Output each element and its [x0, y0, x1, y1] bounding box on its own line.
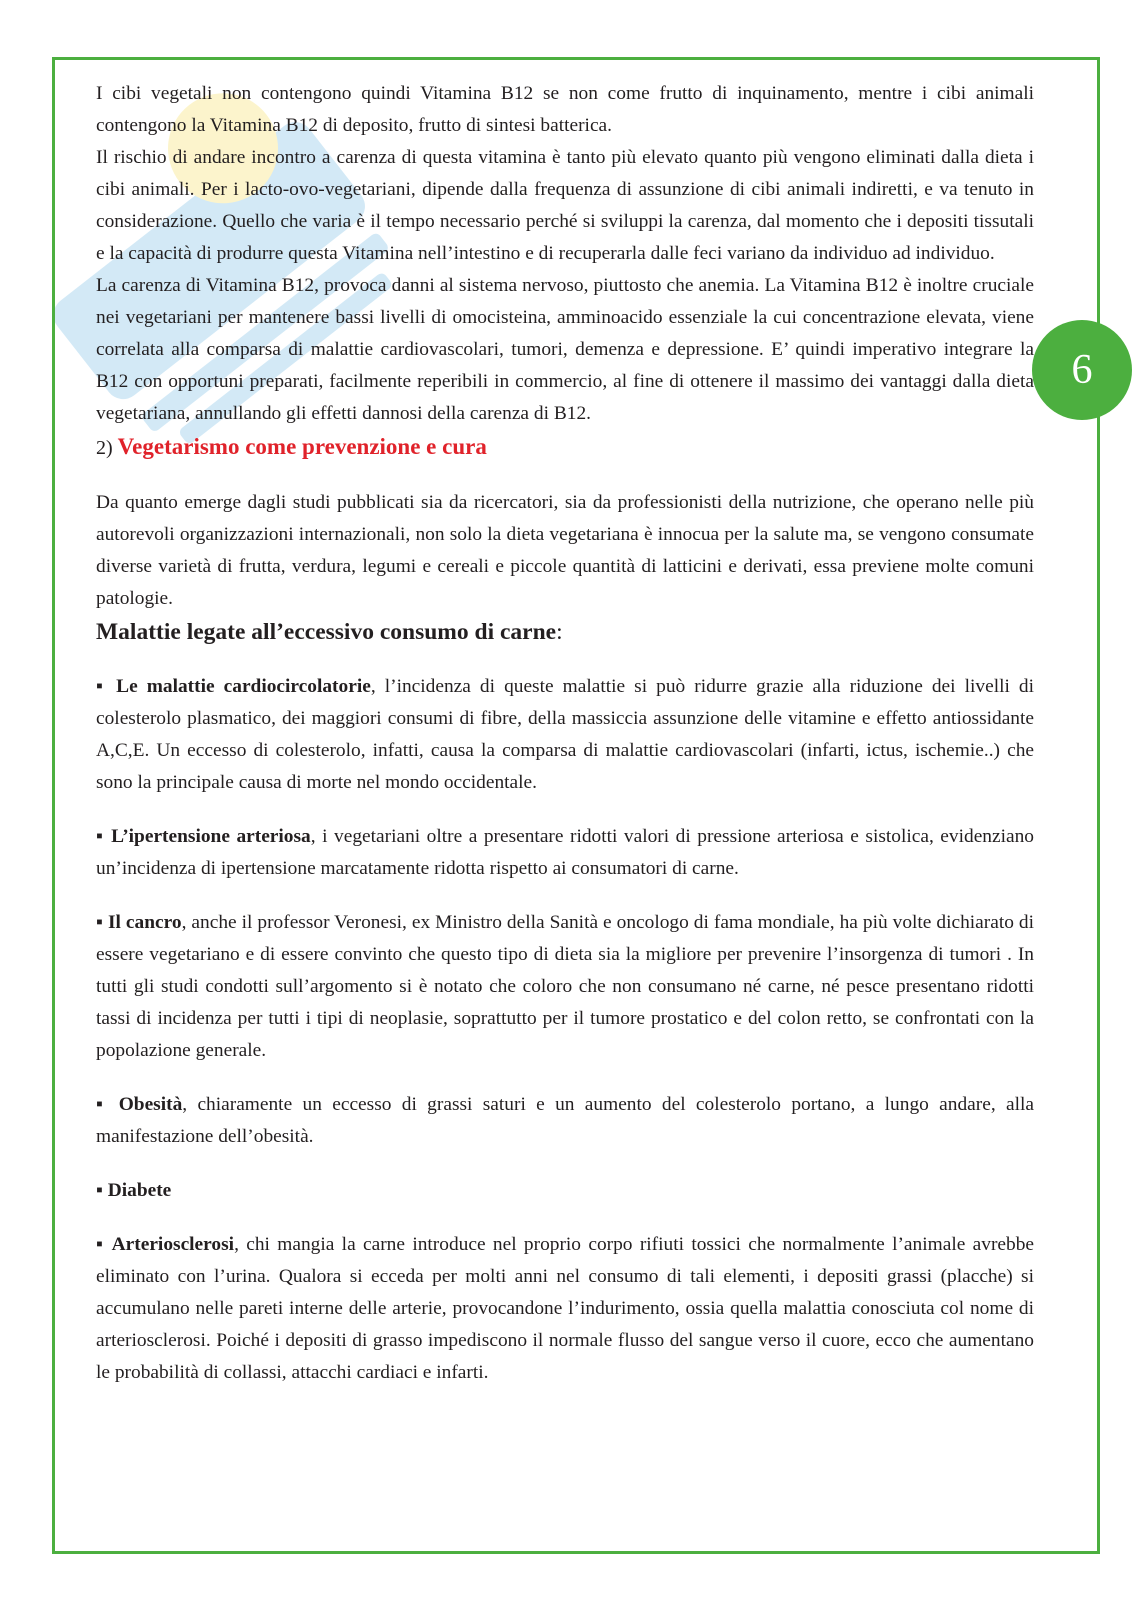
section-title: Vegetarismo come prevenzione e cura — [117, 434, 487, 459]
bullet-marker: ▪ — [96, 676, 108, 697]
page-number-badge — [1032, 320, 1132, 420]
bullet-text: , i vegetariani oltre a presentare ridotti valori di pressione arteriosa e sistolica, evidenziano un’incidenza di ipertensione marcatamente ridotta rispetto ai consumatori di carne. — [96, 826, 1034, 879]
section-intro: Da quanto emerge dagli studi pubblicati sia da ricercatori, sia da professionisti della nutrizione, che operano nelle più autorevoli organizzazioni internazionali, non solo la dieta vegetariana è innocua per la salute ma, se vengono consumate diverse varietà di frutta, verdura, legumi e cereali e piccole quantità di latticini e derivati, essa previene molte comuni patologie. — [96, 492, 1034, 609]
paragraph-3: La carenza di Vitamina B12, provoca danni al sistema nervoso, piuttosto che anemia. La Vitamina B12 è inoltre cruciale nei vegetariani per mantenere bassi livelli di omocisteina, amminoacido essenziale la cui concentrazione elevata, viene correlata alla comparsa di malattie cardiovascolari, tumori, demenza e depressione. E’ quindi imperativo integrare la B12 con opportuni preparati, facilmente reperibili in commercio, al fine di ottenere il massimo dei vantaggi dalla dieta vegetariana, annullando gli effetti dannosi della carenza di B12. — [96, 275, 1034, 424]
subheading-colon: : — [556, 619, 563, 645]
bullet-text: , anche il professor Veronesi, ex Ministro della Sanità e oncologo di fama mondiale, ha più volte dichiarato di essere vegetariano e di essere convinto che questo tipo di dieta sia la migliore per prevenire l’insorgenza di tumori . In tutti gli studi condotti sull’argomento si è notato che coloro che non consumano né carne, né pesce presentano ridotti tassi di incidenza per tutti i tipi di neoplasie, soprattutto per il tumore prostatico e del colon retto, se confrontati con la popolazione generale. — [96, 912, 1034, 1061]
bullet-obesita — [96, 1089, 1034, 1153]
bullet-marker: ▪ — [96, 1234, 106, 1255]
bullet-cardio — [96, 671, 1034, 799]
bullet-term: Arteriosclerosi — [111, 1234, 235, 1255]
section-heading — [96, 430, 1034, 465]
bullet-marker: ▪ — [96, 912, 104, 933]
bullet-term: Obesità — [118, 1094, 183, 1115]
paragraph-1: I cibi vegetali non contengono quindi Vitamina B12 se non come frutto di inquinamento, mentre i cibi animali contengono la Vitamina B12 di deposito, frutto di sintesi batterica. — [96, 83, 1034, 136]
bullet-term: L’ipertensione arteriosa — [111, 826, 311, 847]
subheading-text: Malattie legate all’eccessivo consumo di carne — [96, 619, 557, 645]
bullet-text: , chiaramente un eccesso di grassi saturi e un aumento del colesterolo portano, a lungo andare, alla manifestazione dell’obesità. — [96, 1094, 1034, 1147]
bullet-ipertensione — [96, 821, 1034, 885]
bullet-text: , chi mangia la carne introduce nel proprio corpo rifiuti tossici che normalmente l’animale avrebbe eliminato con l’urina. Qualora si ecceda per molti anni nel consumo di tali elementi, i depositi grassi (placche) si accumulano nelle pareti interne delle arterie, provocandone l’indurimento, ossia quella malattia conosciuta col nome di arteriosclerosi. Poiché i depositi di grasso impediscono il normale flusso del sangue verso il cuore, ecco che aumentano le probabilità di collassi, attacchi cardiaci e infarti. — [96, 1234, 1035, 1383]
bullet-cancro — [96, 907, 1034, 1067]
section-number: 2) — [96, 437, 113, 459]
bullet-term: Diabete — [107, 1180, 172, 1201]
bullet-marker: ▪ — [96, 1094, 109, 1115]
bullet-marker: ▪ — [96, 826, 105, 847]
bullet-marker: ▪ — [96, 1180, 103, 1201]
paragraph-2: Il rischio di andare incontro a carenza di questa vitamina è tanto più elevato quanto più vengono eliminati dalla dieta i cibi animali. Per i lacto-ovo-vegetariani, dipende dalla frequenza di assunzione di cibi animali indiretti, e va tenuto in considerazione. Quello che varia è il tempo necessario perché si sviluppi la carenza, dal momento che i depositi tissutali e la capacità di produrre questa Vitamina nell’intestino e di recuperarla dalle feci variano da individuo ad individuo. — [96, 147, 1034, 264]
bullet-term: Le malattie cardiocircolatorie — [116, 676, 371, 697]
bullet-arteriosclerosi — [96, 1229, 1034, 1389]
page-content — [96, 78, 1034, 1389]
page-number: 6 — [1071, 347, 1093, 393]
subheading — [96, 615, 1034, 649]
bullet-text: , l’incidenza di queste malattie si può ridurre grazie alla riduzione dei livelli di colesterolo plasmatico, dei maggiori consumi di fibre, della massiccia assunzione delle vitamine e effetto antiossidante A,C,E. Un eccesso di colesterolo, infatti, causa la comparsa di malattie cardiovascolari (infarti, ictus, ischemie..) che sono la principale causa di morte nel mondo occidentale. — [96, 676, 1034, 793]
bullet-diabete — [96, 1175, 1034, 1207]
bullet-term: Il cancro — [108, 912, 182, 933]
